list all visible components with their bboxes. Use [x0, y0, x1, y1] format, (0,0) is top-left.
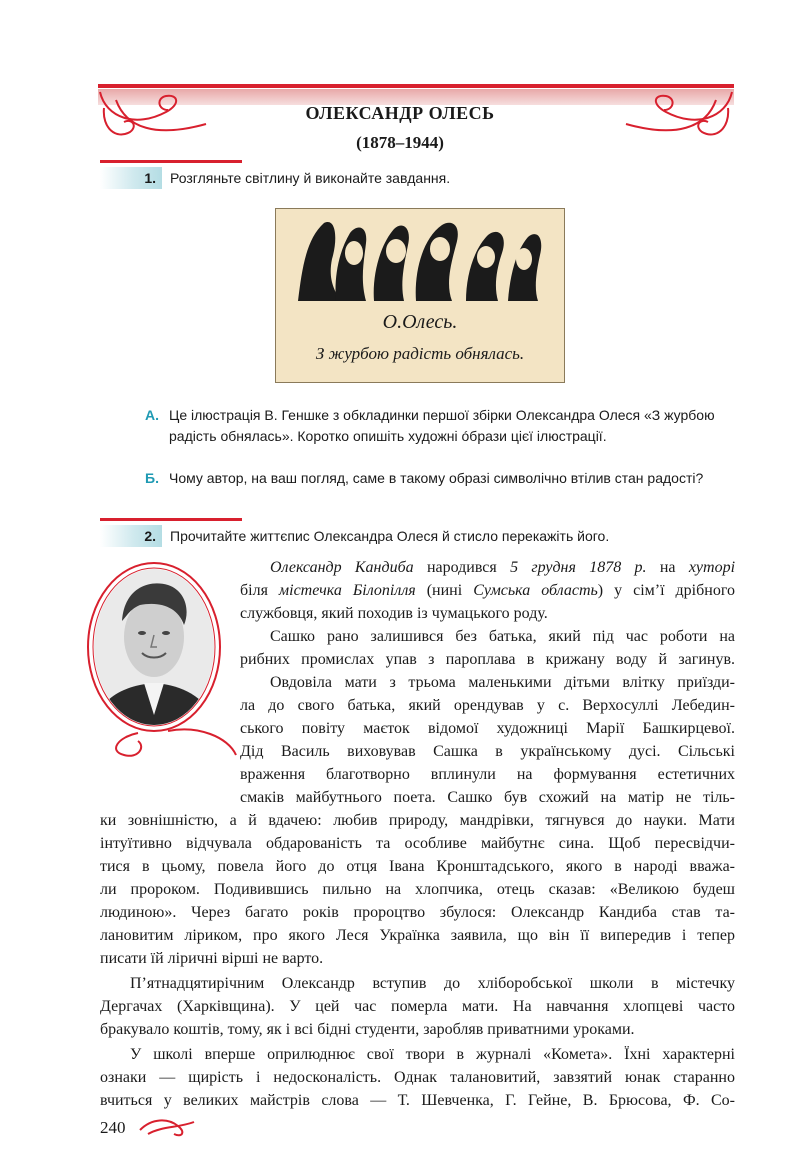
- task-bar: [100, 160, 242, 163]
- bio-line-6: Овдовіла мати з трьома маленькими дітьми влітку приїзди-: [270, 674, 735, 691]
- bio-line-19: П’ятнадцятирічним Олександр вступив до хліборобської школи в містечку: [130, 975, 735, 992]
- page-number: 240: [100, 1118, 126, 1137]
- bio-line-20: Дергачах (Харківщина). У цей час померла мати. На навчання хлопцеві часто: [100, 998, 735, 1015]
- bio-text: на: [646, 559, 689, 576]
- bio-line-2: [240, 579, 735, 602]
- bio-line-7: ла до свого батька, який орендував у с. Верхосуллі Лебедин-: [240, 697, 735, 714]
- bio-date: 5 грудня 1878 р.: [510, 559, 647, 576]
- cover-artwork: [276, 209, 564, 309]
- bio-line-16: людиною». Через багато років пророцтво збулося: Олександр Кандиба став та-: [100, 904, 735, 921]
- cover-title: З журбою радість обнялась.: [315, 344, 525, 363]
- question-label: А.: [145, 407, 159, 423]
- bio-place: містечка Білопілля: [278, 582, 416, 599]
- question-a: [145, 405, 735, 447]
- bio-line-9: Дід Василь виховував Сашка в українському дусі. Сільські: [240, 743, 735, 760]
- page-subtitle-years: (1878–1944): [356, 133, 444, 152]
- bio-text: ) у сім’ї дрібного: [597, 582, 735, 599]
- bio-line-22: У школі вперше оприлюднює свої твори в журналі «Комета». Їхні характерні: [130, 1046, 735, 1063]
- question-label: Б.: [145, 470, 159, 486]
- bio-line-5: рибних промислах упав з пароплава в крижану воду й загинув.: [240, 651, 735, 668]
- bio-line-17: лановитим ліриком, про якого Леся Українка заявила, що він її випередив і тепер: [100, 927, 735, 944]
- task-text: Розгляньте світлину й виконайте завдання.: [170, 170, 451, 186]
- bio-place: хуторі: [688, 559, 736, 576]
- bio-line-23: ознаки — щирість і недосконалість. Однак талановитий, завзятий юнак старанно: [100, 1069, 735, 1086]
- cover-author: О.Олесь.: [382, 311, 458, 333]
- bio-line-14: тися в цьому, повела його до отця Івана Кронштадського, якого в народі вважа-: [100, 858, 735, 875]
- bio-place: Сумська область: [473, 582, 598, 599]
- footer-ornament: [138, 1114, 198, 1138]
- bio-line-21: бракувало коштів, тому, як і всі бідні студенти, заробляв приватними уроками.: [100, 1021, 635, 1038]
- task-number: 1.: [100, 167, 162, 189]
- bio-line-12: ки зовнішністю, а й вдачею: любив природу, мандрівки, тягнувся до науки. Мати: [100, 812, 735, 829]
- bio-line-10: враження благотворно вплинули на формування естетичних: [240, 766, 735, 783]
- task-bar: [100, 518, 242, 521]
- portrait-oleksandr-oles: [78, 555, 238, 760]
- question-text: Чому автор, на ваш погляд, саме в такому образі символічно втілив стан радості?: [169, 470, 704, 486]
- bio-line-15: ли пророком. Подивившись пильно на хлопчика, отець сказав: «Великою будеш: [100, 881, 735, 898]
- bio-line-11: смаків майбутнього поета. Сашко був схожий на матір не тіль-: [240, 789, 735, 806]
- bio-line-8: ського повіту маєток відомої художниці Марії Башкирцевої.: [240, 720, 735, 737]
- bio-line-3: службовця, який походив із чумацького роду.: [240, 605, 548, 622]
- bio-line-1: [270, 556, 735, 579]
- bio-name: Олександр Кандиба: [270, 559, 414, 576]
- bio-text: народився: [413, 559, 511, 576]
- question-b: [145, 468, 735, 489]
- question-text: Це ілюстрація В. Геншке з обкладинки першої збірки Олександра Олеся «З журбою радість обнялась». Коротко опишіть художні óбрази цієї ілюстрації.: [169, 407, 715, 444]
- bio-line-13: інтуїтивно відчувала обдарованість та особливе майбутнє сина. Щоб пересвідчи-: [100, 835, 735, 852]
- bio-line-4: Сашко рано залишився без батька, який під час роботи на: [270, 628, 735, 645]
- task-text: Прочитайте життєпис Олександра Олеся й стисло перекажіть його.: [170, 528, 610, 544]
- bio-line-18: писати їй ліричні вірші не варто.: [100, 950, 324, 967]
- bio-text: (нині: [415, 582, 474, 599]
- task-number: 2.: [100, 525, 162, 547]
- book-cover-illustration: [275, 208, 565, 383]
- bio-text: біля: [240, 582, 279, 599]
- page-title: ОЛЕКСАНДР ОЛЕСЬ: [305, 103, 495, 123]
- bio-line-24: вчиться у великих майстрів слова — Т. Шевченка, Г. Гейне, В. Брюсова, Ф. Со-: [100, 1092, 735, 1109]
